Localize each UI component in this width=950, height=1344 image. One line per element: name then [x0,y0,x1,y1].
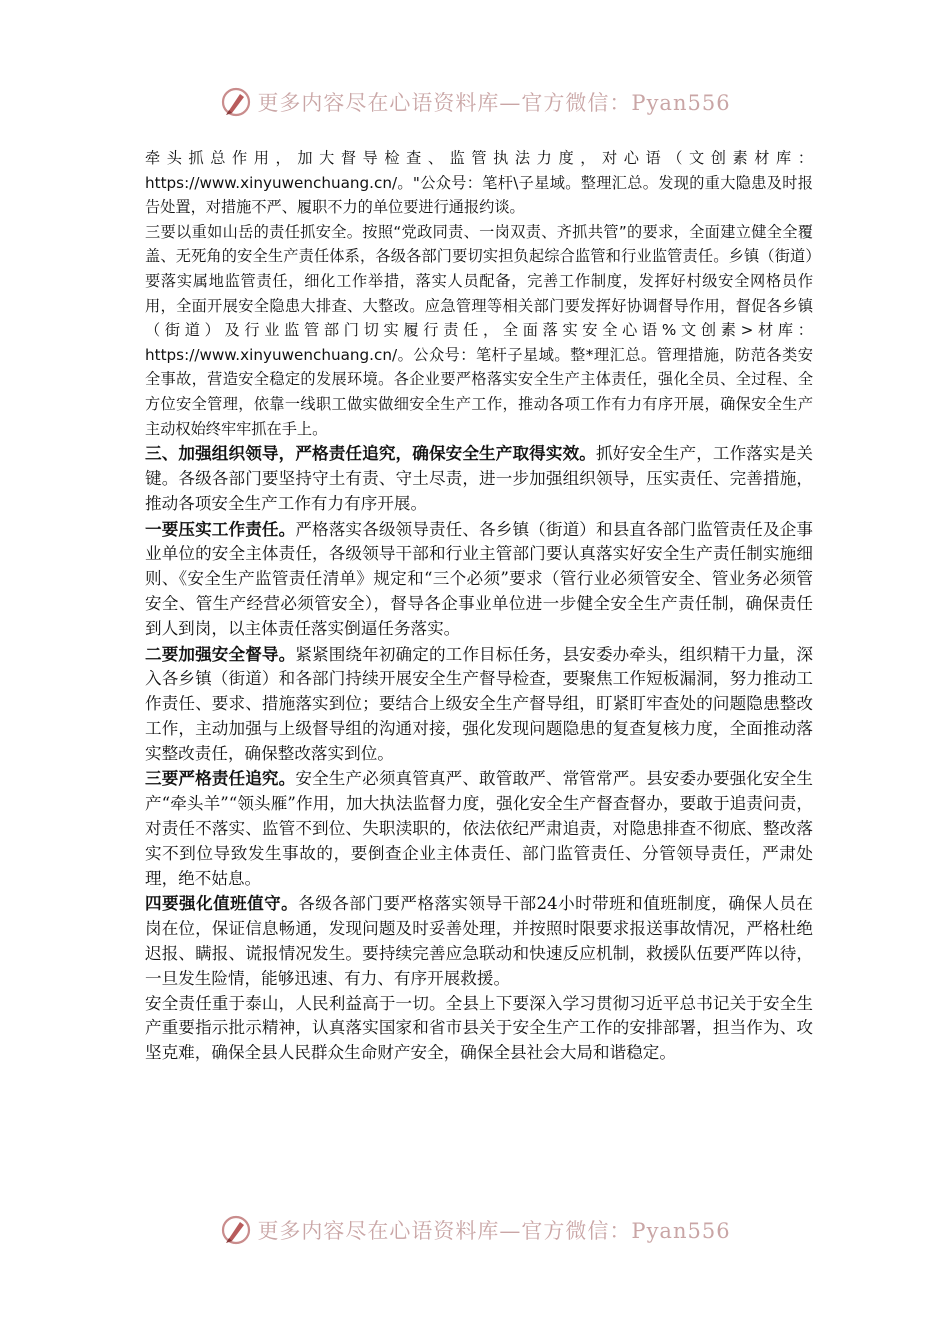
paragraph-text: 安全生产必须真管真严、敢管敢严、常管常严。县安委办要强化安全生产“牵头羊”“领头雁”作用，加大执法监督力度，强化安全生产督查督办，要敢于追责问责，对责任不落实、监管不到位、失职渎职的，依法依纪严肃追责，对隐患排查不彻底、整改落实不到位导致发生事故的，要倒查企业主体责任、部门监管责任、分管领导责任，严肃处理，绝不姑息。 [145,769,814,888]
pen-nib-logo-icon [219,1213,253,1247]
section-heading-paragraph [145,441,813,516]
paragraph-text: 抓好安全生产，工作落实是关键。各级各部门要坚持守土有责、守土尽责，进一步加强组织领导，压实责任、完善措施，推动各项安全生产工作有力有序开展。 [145,444,814,513]
paragraph-lead: 二要加强安全督导。 [145,643,296,664]
pen-nib-logo-icon [219,85,253,119]
paragraph-text: 三要以重如山岳的责任抓安全。按照“党政同责、一岗双责、齐抓共管”的要求，全面建立健全全覆盖、无死角的安全生产责任体系，各级各部门要切实担负起综合监管和行业监管责任。乡镇（街道）要落实属地监管责任，细化工作举措，落实人员配备，完善工作制度，发挥好村级安全网格员作用，全面开展安全隐患大排查、大整改。应急管理等相关部门要发挥好协调督导作用，督促各乡镇（街道）及行业监管部门切实履行责任，全面落实安全心语%文创素>材库：https://www.xinyuwenchuang.cn/。公众号：笔杆子星域。整*理汇总。管理措施，防范各类安全事故，营造安全稳定的发展环境。各企业要严格落实安全生产主体责任，强化全员、全过程、全方位安全管理，依靠一线职工做实做细安全生产工作，推动各项工作有力有序开展，确保安全生产主动权始终牢牢抓在手上。 [145,222,813,438]
paragraph-text: 紧紧围绕年初确定的工作目标任务，县安委办牵头，组织精干力量，深入各乡镇（街道）和各部门持续开展安全生产督导检查，要聚焦工作短板漏洞，努力推动工作责任、要求、措施落实到位；要结合上级安全生产督导组，盯紧盯牢查处的问题隐患整改工作，主动加强与上级督导组的沟通对接，强化发现问题隐患的复查复核力度，全面推动落实整改责任，确保整改落实到位。 [145,644,814,763]
paragraph-text: 严格落实各级领导责任、各乡镇（街道）和县直各部门监管责任及企事业单位的安全主体责任，各级领导干部和行业主管部门要认真落实好安全生产责任制实施细则、《安全生产监管责任清单》规定和“三个必须”要求（管行业必须管安全、管业务必须管安全、管生产经营必须管安全），督导各企事业单位进一步健全安全生产责任制，确保责任到人到岗，以主体责任落实倒逼任务落实。 [145,519,814,638]
paragraph-5 [145,642,813,767]
paragraph-6 [145,766,813,891]
watermark-text: 更多内容尽在心语资料库—官方微信：Pyan556 [257,1219,731,1243]
paragraph-4 [145,517,813,642]
paragraph-1 [145,146,813,220]
paragraph-lead: 四要强化值班值守。 [145,893,299,914]
paragraph-7 [145,891,813,991]
document-body [145,146,813,1066]
header-watermark [0,82,950,122]
paragraph-text: 各级各部门要严格落实领导干部24小时带班和值班制度，确保人员在岗在位，保证信息畅通，发现问题及时妥善处理，并按照时限要求报送事故情况，严格杜绝迟报、瞒报、谎报情况发生。要持续完善应急联动和快速反应机制，救援队伍要严阵以待，一旦发生险情，能够迅速、有力、有序开展救援。 [145,894,813,988]
paragraph-text: 安全责任重于泰山，人民利益高于一切。全县上下要深入学习贯彻习近平总书记关于安全生产重要指示批示精神，认真落实国家和省市县关于安全生产工作的安排部署，担当作为、攻坚克难，确保全县人民群众生命财产安全，确保全县社会大局和谐稳定。 [145,993,813,1063]
paragraph-lead: 一要压实工作责任。 [145,518,296,539]
paragraph-text: 牵头抓总作用，加大督导检查、监管执法力度，对心语（文创素材库：https://www.xinyuwenchuang.cn/。"公众号：笔杆\子星域。整理汇总。发现的重大隐患及时报告处置，对措施不严、履职不力的单位要进行通报约谈。 [145,149,813,217]
paragraph-8 [145,992,813,1066]
footer-watermark [0,1210,950,1250]
watermark-text: 更多内容尽在心语资料库—官方微信：Pyan556 [257,91,731,115]
paragraph-lead: 三要严格责任追究。 [145,768,296,789]
section-heading: 三、加强组织领导，严格责任追究，确保安全生产取得实效。 [145,443,596,464]
paragraph-2 [145,220,813,441]
